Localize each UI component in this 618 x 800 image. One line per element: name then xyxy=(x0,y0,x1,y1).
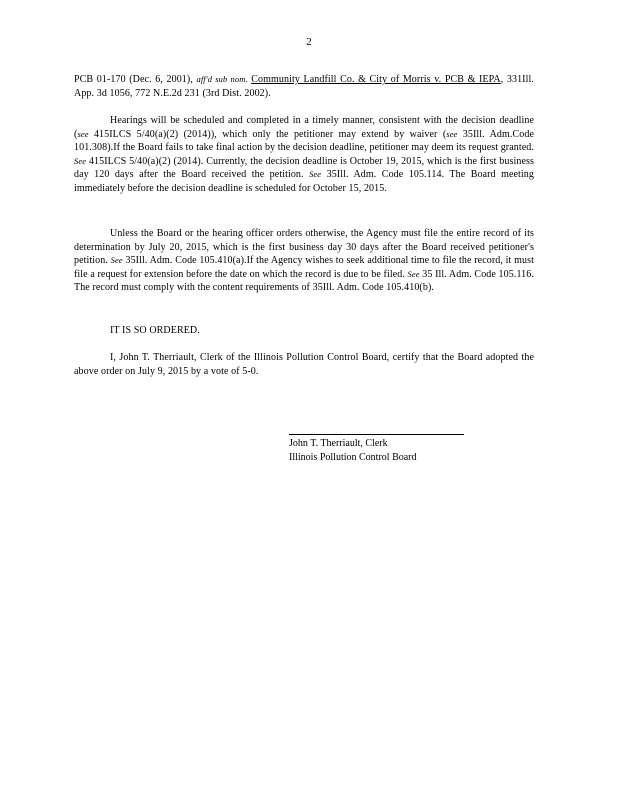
record-see-1: See xyxy=(110,255,123,265)
hearings-paragraph xyxy=(74,114,534,195)
citation-case-name: Community Landfill Co. & City of Morris v. PCB & IEPA xyxy=(251,74,501,85)
page-number: 2 xyxy=(306,36,312,48)
so-ordered: IT IS SO ORDERED. xyxy=(110,325,200,336)
signature-block xyxy=(289,437,417,465)
record-text-2: 35Ill. Adm. Code 105.410(a).If the Agency wishes to seek additional time to file the record, it must file a request for extension before the date on which the record is due to be filed. xyxy=(74,255,534,280)
hearings-text-1: Hearings will be scheduled and completed in a timely manner, consistent with the decision deadline ( xyxy=(74,115,534,140)
citation-affd: aff'd sub nom. xyxy=(196,74,248,84)
hearings-see-3: See xyxy=(74,155,87,166)
hearings-see-2: see xyxy=(446,128,458,139)
citation-rest: , 331Ill. App. 3d 1056, 772 N.E.2d 231 (3rd Dist. 2002). xyxy=(74,74,534,99)
hearings-text-3: 35Ill. Adm.Code 101.308).If the Board fails to take final action by the decision deadline, petitioner may deem its request granted. xyxy=(74,128,535,153)
record-see-2: See xyxy=(407,268,420,279)
certification-paragraph: I, John T. Therriault, Clerk of the Illinois Pollution Control Board, certify that the Board adopted the above order on July 9, 2015 by a vote of 5-0. xyxy=(74,352,534,377)
record-text-3: 35 Ill. Adm. Code 105.116. The record must comply with the content requirements of 35Ill. Adm. Code 105.410(b). xyxy=(74,268,534,293)
hearings-see-1: see xyxy=(77,128,89,139)
signature-line xyxy=(289,434,464,435)
record-text-1: Unless the Board or the hearing officer orders otherwise, the Agency must file the entire record of its determination by July 20, 2015, which is the first business day 30 days after the Board received petitioner's petition. xyxy=(74,228,534,266)
hearings-text-2: 415ILCS 5/40(a)(2) (2014)), which only the petitioner may extend by waiver ( xyxy=(88,128,447,140)
hearings-see-4: See xyxy=(309,169,322,179)
signature-org: Illinois Pollution Control Board xyxy=(289,452,417,463)
citation-paragraph xyxy=(74,73,534,100)
hearings-text-5: 35Ill. Adm. Code 105.114. The Board meeting immediately before the decision deadline is scheduled for October 15, 2015. xyxy=(74,169,534,194)
hearings-text-4: 415ILCS 5/40(a)(2) (2014). Currently, the decision deadline is October 19, 2015, which is the first business day 120 days after the Board received the petition. xyxy=(74,155,534,180)
record-paragraph xyxy=(74,227,534,295)
citation-prefix: PCB 01-170 (Dec. 6, 2001), xyxy=(74,74,193,85)
signature-name: John T. Therriault, Clerk xyxy=(289,438,388,449)
